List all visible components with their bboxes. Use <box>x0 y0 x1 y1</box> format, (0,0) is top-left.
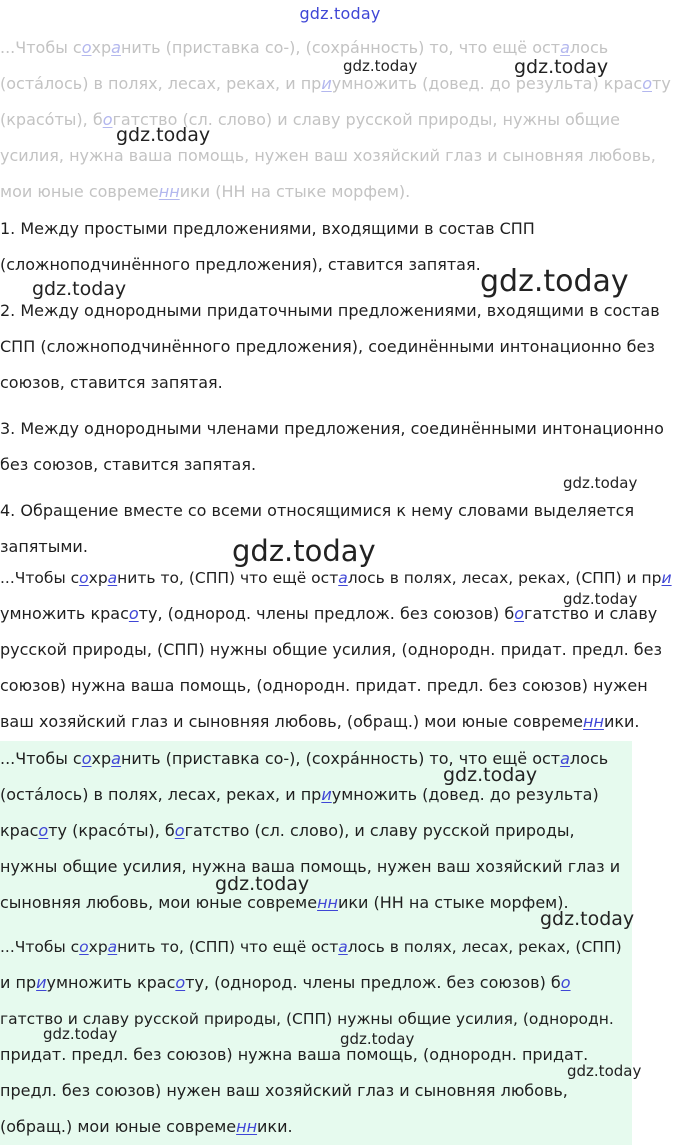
text-run: ...Чтобы с <box>0 938 80 956</box>
text-line <box>0 704 672 740</box>
text-line <box>0 329 672 365</box>
watermark: gdz.today <box>116 124 211 146</box>
text-run: ту (красóты), б <box>48 821 175 840</box>
text-run: хр <box>91 749 112 768</box>
text-run: запятыми. <box>0 537 88 556</box>
text-run: крас <box>0 821 39 840</box>
text-run: усилия, нужна ваша помощь, нужен ваш хозяйский глаз и сыновняя любовь, <box>0 146 656 165</box>
watermark: gdz.today <box>563 590 638 608</box>
text-run: лось <box>569 38 609 57</box>
watermark: gdz.today <box>567 1062 642 1080</box>
text-line <box>0 668 672 704</box>
highlighted-letter: о <box>81 38 92 57</box>
text-run: ту, (однород. члены предлож. без союзов) б <box>138 604 515 623</box>
text-run: ...Чтобы с <box>0 749 82 768</box>
text-run: предл. без союзов) нужен ваш хозяйский глаз и сыновняя любовь, <box>0 1081 568 1100</box>
text-line <box>0 777 632 813</box>
text-run: и пр <box>0 973 37 992</box>
highlighted-letter: о <box>79 569 89 587</box>
sentence-analysis <box>0 560 672 740</box>
highlighted-letter: и <box>321 74 332 93</box>
text-run: 2. Между однородными придаточными предложениями, входящими в состав <box>0 301 660 320</box>
text-run: нить (приставка со-), (сохрáнность) то, что ещё ост <box>120 749 561 768</box>
text-run: 3. Между однородными членами предложения, соединёнными интонационно <box>0 419 664 438</box>
highlighted-letter: нн <box>236 1117 258 1136</box>
text-run: умножить (довед. до результа) <box>331 785 599 804</box>
highlighted-letter: о <box>174 821 185 840</box>
watermark: gdz.today <box>215 873 310 895</box>
text-line <box>0 632 672 668</box>
text-run: без союзов, ставится запятая. <box>0 455 257 474</box>
text-run: ики (НН на стыке морфем). <box>179 182 411 201</box>
watermark: gdz.today <box>340 1030 415 1048</box>
answer-box <box>0 741 635 1145</box>
text-run: ...Чтобы с <box>0 569 80 587</box>
text-line <box>0 211 672 247</box>
watermark: gdz.today <box>32 278 127 300</box>
rule-2 <box>0 293 672 401</box>
text-run: умножить (довед. до результа) крас <box>331 74 643 93</box>
highlighted-letter: и <box>321 785 332 804</box>
highlighted-letter: о <box>81 749 92 768</box>
text-line <box>0 102 672 138</box>
highlighted-letter: нн <box>583 712 604 731</box>
text-run: хр <box>88 938 108 956</box>
text-run: гатство и славу <box>524 604 658 623</box>
watermark: gdz.today <box>563 474 638 492</box>
highlighted-letter: о <box>175 973 186 992</box>
text-run: гатство (сл. слово) и славу русской природы, нужны общие <box>112 110 621 129</box>
text-run: союзов, ставится запятая. <box>0 373 223 392</box>
text-run: умножить крас <box>0 604 129 623</box>
text-line <box>0 965 632 1001</box>
text-run: ики. <box>257 1117 293 1136</box>
text-line <box>0 365 672 401</box>
text-run: мои юные совреме <box>0 182 159 201</box>
text-run: нить то, (СПП) что ещё ост <box>117 569 339 587</box>
watermark: gdz.today <box>443 764 538 786</box>
watermark: gdz.today <box>540 908 635 930</box>
site-header-watermark: gdz.today <box>299 4 381 23</box>
text-run: лось в полях, лесах, реках, (СПП) и пр <box>347 569 662 587</box>
text-line <box>0 1073 632 1109</box>
text-run: лось в полях, лесах, реках, (СПП) <box>347 938 622 956</box>
text-run: ...Чтобы с <box>0 38 82 57</box>
text-run: (красóты), б <box>0 110 103 129</box>
text-line <box>0 493 672 529</box>
analysis-paragraph <box>0 560 672 740</box>
text-run: нить (приставка со-), (сохрáнность) то, что ещё ост <box>120 38 561 57</box>
text-run: ту, (однород. члены предлож. без союзов) б <box>185 973 561 992</box>
highlighted-letter: о <box>642 74 652 93</box>
highlighted-letter: а <box>338 569 348 587</box>
highlighted-letter: о <box>128 604 139 623</box>
text-run: лось <box>569 749 609 768</box>
text-line <box>0 1109 632 1145</box>
text-run: (сложноподчинённого предложения), ставится запятая. <box>0 255 481 274</box>
highlighted-letter: и <box>36 973 47 992</box>
highlighted-letter: а <box>560 749 570 768</box>
text-line <box>0 174 672 210</box>
text-run: хр <box>88 569 108 587</box>
text-run: сыновняя любовь, мои юные совреме <box>0 893 318 912</box>
highlighted-letter: а <box>111 38 121 57</box>
highlighted-letter: а <box>107 569 118 587</box>
highlighted-letter: о <box>514 604 525 623</box>
highlighted-letter: и <box>661 569 672 587</box>
watermark: gdz.today <box>343 57 418 75</box>
text-run: (остáлось) в полях, лесах, реках, и пр <box>0 74 322 93</box>
text-run: гатство (сл. слово), и славу русской природы, <box>184 821 575 840</box>
highlighted-letter: нн <box>317 893 338 912</box>
watermark: gdz.today <box>43 1025 118 1043</box>
text-run: русской природы, (СПП) нужны общие усилия, (однородн. придат. предл. без <box>0 640 662 659</box>
text-run: нить то, (СПП) что ещё ост <box>117 938 339 956</box>
highlighted-letter: а <box>338 938 348 956</box>
text-line <box>0 813 632 849</box>
text-run: (остáлось) в полях, лесах, реках, и пр <box>0 785 322 804</box>
highlighted-letter: нн <box>158 182 180 201</box>
text-line <box>0 741 632 777</box>
text-line <box>0 411 672 447</box>
text-run: хр <box>91 38 112 57</box>
highlighted-letter: о <box>102 110 113 129</box>
text-run: придат. предл. без союзов) нужна ваша помощь, (однородн. придат. <box>0 1045 589 1064</box>
text-run: 1. Между простыми предложениями, входящими в состав СПП <box>0 219 535 238</box>
text-run: союзов) нужна ваша помощь, (однородн. придат. предл. без союзов) нужен <box>0 676 648 695</box>
watermark: gdz.today <box>232 534 376 568</box>
text-run: 4. Обращение вместе со всеми относящимися к нему словами выделяется <box>0 501 635 520</box>
text-run: гатство и славу русской природы, (СПП) нужны общие усилия, (однородн. <box>0 1010 614 1028</box>
text-line <box>0 885 632 921</box>
text-run: ваш хозяйский глаз и сыновняя любовь, (обращ.) мои юные совреме <box>0 712 584 731</box>
rule-3 <box>0 411 672 483</box>
text-run: СПП (сложноподчинённого предложения), соединёнными интонационно без <box>0 337 655 356</box>
text-run: ики. <box>603 712 640 731</box>
watermark: gdz.today <box>480 264 629 299</box>
highlighted-letter: о <box>38 821 49 840</box>
text-line <box>0 929 632 965</box>
highlighted-letter: о <box>79 938 89 956</box>
highlighted-letter: а <box>560 38 570 57</box>
text-line <box>0 849 632 885</box>
answer-block-1 <box>0 741 632 921</box>
text-run: умножить крас <box>46 973 176 992</box>
text-run: (обращ.) мои юные совреме <box>0 1117 237 1136</box>
watermark: gdz.today <box>514 56 609 78</box>
highlighted-letter: о <box>560 973 571 992</box>
highlighted-letter: а <box>107 938 118 956</box>
text-line <box>0 138 672 174</box>
text-run: ики (НН на стыке морфем). <box>337 893 569 912</box>
text-run: ту <box>652 74 671 93</box>
text-run: нужны общие усилия, нужна ваша помощь, нужен ваш хозяйский глаз и <box>0 857 621 876</box>
highlighted-letter: а <box>111 749 121 768</box>
